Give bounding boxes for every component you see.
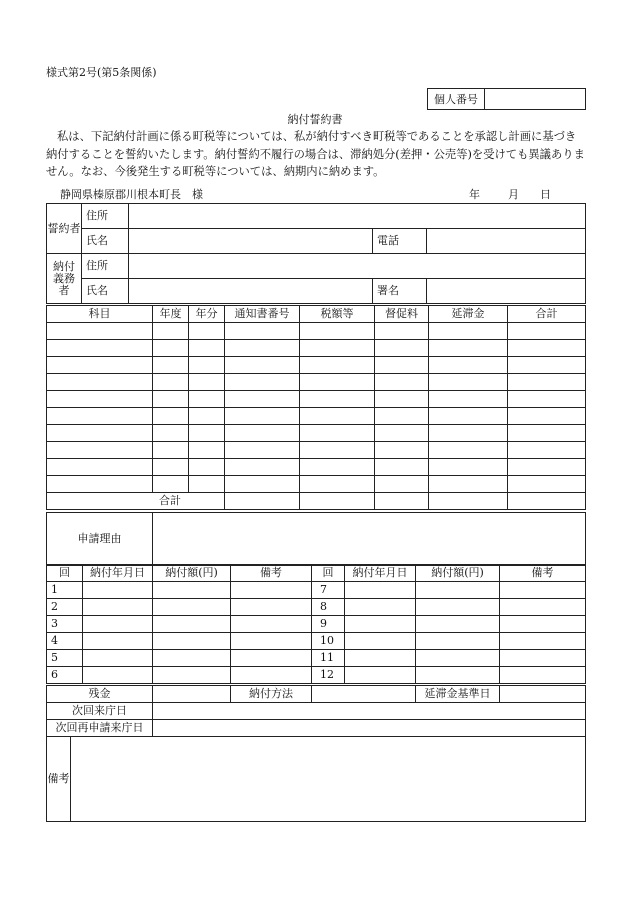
items-cell[interactable]	[508, 459, 586, 476]
reason-table	[46, 512, 586, 566]
items-cell[interactable]	[508, 408, 586, 425]
items-header-cell: 年分	[189, 306, 225, 323]
items-cell[interactable]	[47, 357, 153, 374]
items-cell[interactable]	[153, 442, 189, 459]
date-day-label: 日	[540, 188, 551, 201]
schedule-cell[interactable]	[500, 667, 586, 684]
schedule-cell[interactable]	[83, 582, 153, 599]
items-cell[interactable]	[47, 340, 153, 357]
items-cell[interactable]	[508, 425, 586, 442]
schedule-header-row	[47, 565, 586, 582]
installment-number: 7	[312, 582, 345, 599]
items-header-cell: 科目	[47, 306, 153, 323]
schedule-cell[interactable]	[153, 599, 231, 616]
schedule-cell[interactable]	[416, 582, 500, 599]
document-title: 納付誓約書	[287, 113, 343, 126]
items-cell[interactable]	[429, 408, 508, 425]
items-cell[interactable]	[189, 391, 225, 408]
schedule-cell[interactable]	[416, 616, 500, 633]
schedule-cell[interactable]	[500, 582, 586, 599]
items-cell[interactable]	[47, 374, 153, 391]
schedule-cell[interactable]	[83, 667, 153, 684]
items-cell[interactable]	[429, 425, 508, 442]
schedule-cell[interactable]	[153, 616, 231, 633]
items-cell[interactable]	[300, 391, 375, 408]
schedule-row	[47, 582, 586, 599]
items-row	[47, 391, 586, 408]
installment-number: 8	[312, 599, 345, 616]
items-row	[47, 476, 586, 493]
items-cell[interactable]	[375, 391, 429, 408]
obligor-address-field[interactable]	[129, 254, 586, 279]
items-row	[47, 425, 586, 442]
penalty-base-date-label: 延滞金基準日	[416, 686, 500, 703]
date-year-label: 年	[469, 188, 480, 201]
items-cell[interactable]	[47, 476, 153, 493]
personal-number-field[interactable]	[485, 89, 586, 110]
items-cell[interactable]	[189, 425, 225, 442]
installment-number: 11	[312, 650, 345, 667]
items-row	[47, 340, 586, 357]
schedule-cell[interactable]	[83, 633, 153, 650]
schedule-row	[47, 667, 586, 684]
items-cell[interactable]	[189, 323, 225, 340]
items-cell[interactable]	[375, 323, 429, 340]
schedule-cell[interactable]	[153, 633, 231, 650]
items-cell[interactable]	[225, 442, 300, 459]
items-cell[interactable]	[153, 357, 189, 374]
items-cell[interactable]	[429, 357, 508, 374]
schedule-cell[interactable]	[231, 599, 312, 616]
items-cell[interactable]	[375, 374, 429, 391]
schedule-cell[interactable]	[416, 599, 500, 616]
items-cell[interactable]	[429, 459, 508, 476]
schedule-header-cell: 納付年月日	[83, 565, 153, 582]
items-cell[interactable]	[225, 459, 300, 476]
items-header-row	[47, 306, 586, 323]
items-cell[interactable]	[508, 323, 586, 340]
items-cell[interactable]	[153, 340, 189, 357]
remarks-label: 備考	[47, 737, 71, 822]
obligor-label: 納付義務者	[47, 254, 82, 304]
installment-number: 12	[312, 667, 345, 684]
date-month-label: 月	[508, 188, 519, 201]
items-cell[interactable]	[47, 459, 153, 476]
items-cell[interactable]	[225, 374, 300, 391]
items-cell[interactable]	[508, 476, 586, 493]
pledger-address-field[interactable]	[129, 204, 586, 229]
items-header-cell: 合計	[508, 306, 586, 323]
schedule-cell[interactable]	[416, 650, 500, 667]
items-cell[interactable]	[225, 357, 300, 374]
schedule-cell[interactable]	[345, 667, 416, 684]
installment-number: 2	[47, 599, 83, 616]
tail-table	[46, 685, 586, 737]
schedule-header-cell: 回	[47, 565, 83, 582]
items-cell[interactable]	[47, 442, 153, 459]
items-cell[interactable]	[300, 374, 375, 391]
installment-number: 6	[47, 667, 83, 684]
items-cell[interactable]	[189, 459, 225, 476]
items-cell[interactable]	[508, 374, 586, 391]
pledge-text: 私は、下記納付計画に係る町税等については、私が納付すべき町税等であることを承認し計画に基づき納付することを誓約いたします。納付誓約不履行の場合は、滞納処分(差押・公売等)を受けても異議ありません。なお、今後発生する町税等については、納期内に納めます。	[46, 130, 585, 178]
schedule-cell[interactable]	[231, 667, 312, 684]
items-cell[interactable]	[375, 408, 429, 425]
items-cell[interactable]	[429, 442, 508, 459]
party-table	[46, 203, 586, 304]
pledger-label: 誓約者	[47, 204, 82, 254]
form-number: 様式第2号(第5条関係)	[46, 66, 157, 79]
items-cell[interactable]	[189, 442, 225, 459]
addressee: 静岡県榛原郡川根本町長 様	[60, 188, 203, 201]
schedule-cell[interactable]	[345, 599, 416, 616]
schedule-table	[46, 564, 586, 684]
items-cell[interactable]	[225, 408, 300, 425]
items-cell[interactable]	[47, 425, 153, 442]
next-visit-label: 次回来庁日	[47, 703, 153, 720]
installment-number: 1	[47, 582, 83, 599]
items-row	[47, 323, 586, 340]
schedule-cell[interactable]	[83, 599, 153, 616]
items-cell[interactable]	[153, 425, 189, 442]
obligor-signature-field[interactable]	[427, 279, 586, 304]
items-cell[interactable]	[300, 357, 375, 374]
items-cell[interactable]	[47, 408, 153, 425]
items-header-cell: 通知書番号	[225, 306, 300, 323]
items-total-cell[interactable]	[300, 493, 375, 510]
payment-method-field[interactable]	[312, 686, 416, 703]
items-cell[interactable]	[375, 357, 429, 374]
items-cell[interactable]	[508, 340, 586, 357]
items-cell[interactable]	[375, 425, 429, 442]
items-cell[interactable]	[429, 323, 508, 340]
reason-label: 申請理由	[47, 513, 153, 566]
items-cell[interactable]	[508, 357, 586, 374]
items-cell[interactable]	[375, 340, 429, 357]
pledger-phone-field[interactable]	[427, 229, 586, 254]
items-cell[interactable]	[225, 391, 300, 408]
schedule-cell[interactable]	[500, 633, 586, 650]
obligor-name-field[interactable]	[129, 279, 373, 304]
personal-number-box	[427, 88, 586, 110]
obligor-signature-label: 署名	[373, 279, 427, 304]
items-total-cell[interactable]	[375, 493, 429, 510]
items-cell[interactable]	[508, 391, 586, 408]
items-cell[interactable]	[153, 476, 189, 493]
items-cell[interactable]	[225, 476, 300, 493]
items-cell[interactable]	[429, 476, 508, 493]
remarks-field[interactable]	[71, 737, 586, 822]
items-total-label: 合計	[47, 493, 225, 510]
schedule-cell[interactable]	[416, 633, 500, 650]
items-cell[interactable]	[189, 357, 225, 374]
obligor-name-label: 氏名	[82, 279, 129, 304]
pledger-name-label: 氏名	[82, 229, 129, 254]
items-table	[46, 305, 586, 510]
items-cell[interactable]	[375, 442, 429, 459]
schedule-cell[interactable]	[345, 582, 416, 599]
items-total-cell[interactable]	[508, 493, 586, 510]
next-visit-field[interactable]	[153, 703, 586, 720]
schedule-cell[interactable]	[153, 650, 231, 667]
schedule-row	[47, 599, 586, 616]
personal-number-label: 個人番号	[428, 89, 485, 110]
items-cell[interactable]	[189, 408, 225, 425]
items-cell[interactable]	[189, 476, 225, 493]
items-header-cell: 督促料	[375, 306, 429, 323]
schedule-cell[interactable]	[231, 650, 312, 667]
items-total-row	[47, 493, 586, 510]
schedule-cell[interactable]	[231, 633, 312, 650]
pledger-address-label: 住所	[82, 204, 129, 229]
installment-number: 9	[312, 616, 345, 633]
next-reapply-label: 次回再申請来庁日	[47, 720, 153, 737]
schedule-cell[interactable]	[345, 650, 416, 667]
items-cell[interactable]	[300, 459, 375, 476]
items-cell[interactable]	[300, 323, 375, 340]
items-total-cell[interactable]	[429, 493, 508, 510]
items-cell[interactable]	[153, 391, 189, 408]
pledger-phone-label: 電話	[373, 229, 427, 254]
pledger-name-field[interactable]	[129, 229, 373, 254]
schedule-cell[interactable]	[500, 616, 586, 633]
items-cell[interactable]	[189, 374, 225, 391]
items-cell[interactable]	[225, 323, 300, 340]
schedule-header-cell: 納付額(円)	[153, 565, 231, 582]
items-cell[interactable]	[153, 374, 189, 391]
items-cell[interactable]	[429, 374, 508, 391]
balance-label: 残金	[47, 686, 153, 703]
schedule-cell[interactable]	[345, 616, 416, 633]
items-cell[interactable]	[47, 323, 153, 340]
schedule-cell[interactable]	[83, 616, 153, 633]
schedule-cell[interactable]	[500, 650, 586, 667]
installment-number: 10	[312, 633, 345, 650]
penalty-base-date-field[interactable]	[500, 686, 586, 703]
items-cell[interactable]	[375, 459, 429, 476]
items-row	[47, 357, 586, 374]
schedule-header-cell: 回	[312, 565, 345, 582]
schedule-row	[47, 650, 586, 667]
schedule-cell[interactable]	[231, 616, 312, 633]
obligor-address-label: 住所	[82, 254, 129, 279]
items-row	[47, 459, 586, 476]
schedule-cell[interactable]	[153, 582, 231, 599]
schedule-cell[interactable]	[153, 667, 231, 684]
items-cell[interactable]	[300, 442, 375, 459]
schedule-header-cell: 納付年月日	[345, 565, 416, 582]
items-cell[interactable]	[153, 408, 189, 425]
schedule-cell[interactable]	[345, 633, 416, 650]
installment-number: 3	[47, 616, 83, 633]
items-total-cell[interactable]	[225, 493, 300, 510]
items-cell[interactable]	[225, 425, 300, 442]
items-header-cell: 延滞金	[429, 306, 508, 323]
items-cell[interactable]	[375, 476, 429, 493]
schedule-cell[interactable]	[231, 582, 312, 599]
items-cell[interactable]	[189, 340, 225, 357]
items-cell[interactable]	[429, 391, 508, 408]
items-cell[interactable]	[47, 391, 153, 408]
schedule-row	[47, 616, 586, 633]
schedule-header-cell: 備考	[231, 565, 312, 582]
next-reapply-field[interactable]	[153, 720, 586, 737]
schedule-header-cell: 納付額(円)	[416, 565, 500, 582]
schedule-header-cell: 備考	[500, 565, 586, 582]
items-cell[interactable]	[225, 340, 300, 357]
installment-number: 4	[47, 633, 83, 650]
schedule-cell[interactable]	[83, 650, 153, 667]
items-header-cell: 税額等	[300, 306, 375, 323]
items-cell[interactable]	[508, 442, 586, 459]
schedule-cell[interactable]	[416, 667, 500, 684]
payment-method-label: 納付方法	[231, 686, 312, 703]
items-header-cell: 年度	[153, 306, 189, 323]
items-row	[47, 374, 586, 391]
items-cell[interactable]	[429, 340, 508, 357]
items-cell[interactable]	[153, 459, 189, 476]
reason-field[interactable]	[153, 513, 586, 566]
schedule-row	[47, 633, 586, 650]
remarks-table	[46, 736, 586, 822]
items-row	[47, 408, 586, 425]
items-cell[interactable]	[300, 425, 375, 442]
items-row	[47, 442, 586, 459]
items-cell[interactable]	[300, 476, 375, 493]
balance-field[interactable]	[153, 686, 231, 703]
installment-number: 5	[47, 650, 83, 667]
items-cell[interactable]	[300, 340, 375, 357]
items-cell[interactable]	[153, 323, 189, 340]
schedule-cell[interactable]	[500, 599, 586, 616]
items-cell[interactable]	[300, 408, 375, 425]
